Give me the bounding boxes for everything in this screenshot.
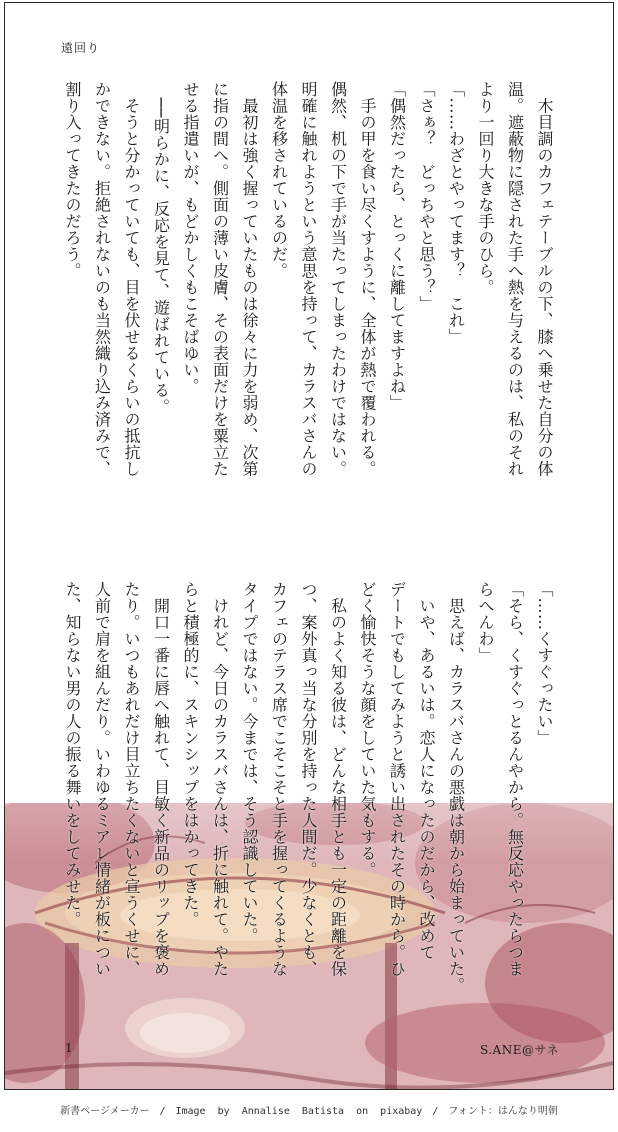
text-line: ──明らかに、反応を見て、遊ばれている。 xyxy=(151,81,171,415)
text-line: 最初は強く握っていたものは徐々に力を弱め、次第 xyxy=(240,81,259,477)
text-line: らと積極的に、スキンシップをはかってきた。 xyxy=(181,581,200,928)
text-line: に指の間へ。側面の薄い皮膚、その表面だけを粟立た xyxy=(210,81,230,477)
author-credit: S.ANE@サネ xyxy=(479,1043,559,1057)
text-line: かできない。拒絶されないのも当然織り込み済みで、 xyxy=(92,81,112,477)
text-line: 木目調のカフェテーブルの下、膝へ乗せた自分の体 xyxy=(535,81,554,477)
text-line: 「さぁ？ どっちやと思う？」 xyxy=(417,81,436,312)
text-line: 明確に触れようという意思を持って、カラスバさんの xyxy=(299,81,318,477)
running-title: 遠回り xyxy=(61,41,101,55)
text-line: 割り入ってきたのだろう。 xyxy=(63,81,82,279)
text-column-top xyxy=(58,81,560,531)
text-line: 開口一番に唇へ触れて、目敏く新品のリップを褒め xyxy=(151,581,171,977)
text-line: 「……わざとやってます？ これ」 xyxy=(446,81,466,345)
text-line: カフェのテラス席でこそこそと手を握ってくるような xyxy=(269,581,289,977)
text-column-bottom xyxy=(58,581,560,1031)
text-line: せる指遣いが、もどかしくもこそばゆい。 xyxy=(181,81,200,395)
text-line: けれど、今日のカラスバさんは、折に触れて。やた xyxy=(210,581,230,977)
text-line: 「……くすぐったい」 xyxy=(535,581,554,746)
text-line: 「偶然だったら、とっくに離してますよね」 xyxy=(387,81,407,411)
text-line: 手の甲を食い尽くすように、全体が熱で覆われる。 xyxy=(358,81,377,477)
text-line: 思えば、カラスバさんの悪戯は朝から始まっていた。 xyxy=(446,581,466,994)
footer-credits: 新書ページメーカー / Image by Annalise Batista on pixabay / フォント：はんなり明朝 xyxy=(60,1106,558,1117)
text-line: 私のよく知る彼は、どんな相手とも一定の距離を保 xyxy=(328,581,348,977)
text-line: 「そら、くすぐっとるんやから。無反応やったらつま xyxy=(505,581,525,977)
text-line: 偶然、机の下で手が当たってしまったわけではない。 xyxy=(328,81,348,477)
page-number: 1 xyxy=(65,1041,73,1055)
text-line: 人前で肩を組んだり。いわゆるミアレ情緒が板につい xyxy=(92,581,112,977)
text-line: どく愉快そうな顔をしていた気もする。 xyxy=(358,581,377,878)
text-line: た、知らない男の人の振る舞いをしてみせた。 xyxy=(63,581,82,928)
text-line: らへんわ」 xyxy=(476,581,495,664)
text-line: つ、案外真っ当な分別を持った人間だ。少なくとも、 xyxy=(299,581,318,977)
text-line: デートでもしてみようと誘い出されたその時から。ひ xyxy=(387,581,407,977)
text-line: 体温を移されているのだ。 xyxy=(269,81,289,279)
text-line: タイプではない。今までは、そう認識していた。 xyxy=(240,581,259,944)
novel-page xyxy=(4,2,614,1090)
text-line: そうと分かっていても、目を伏せるくらいの抵抗し xyxy=(122,81,141,477)
text-line: 温。遮蔽物に隠された手へ熱を与えるのは、私のそれ xyxy=(505,81,525,477)
text-line: いや、あるいは。恋人になったのだから、改めて xyxy=(417,581,436,961)
text-line: より一回り大きな手のひら。 xyxy=(476,81,495,296)
text-line: たり。いつもあれだけ目立ちたくないと宣うくせに、 xyxy=(122,581,141,977)
